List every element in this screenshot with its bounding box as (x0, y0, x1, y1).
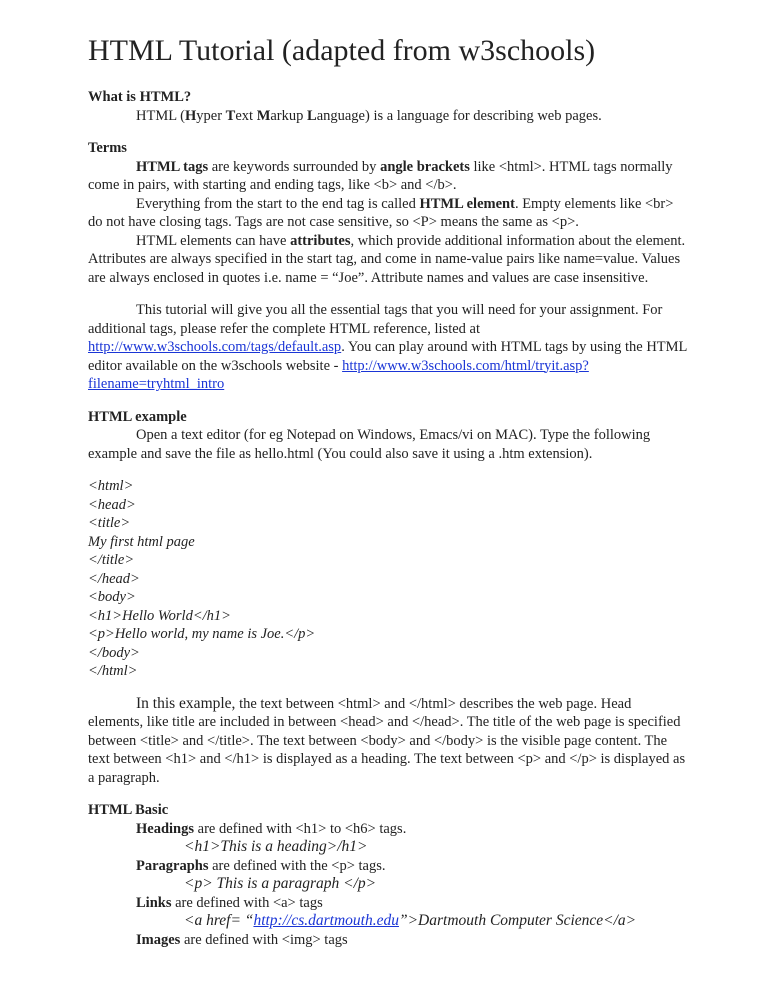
code-line: <head> (88, 496, 136, 513)
terms-paragraph-4: This tutorial will give you all the essential tags that you will need for your assignment. For additional tags, please refer the complete HTML reference, listed at http://www.w3schools.com/tags/default.asp. You can play around with HTML tags by using the HTML editor available on the w3schools website - http://www.w3schools.com/html/tryit.asp?filename=tryhtml_intro (88, 302, 687, 392)
basic-links-example: <a href= “http://cs.dartmouth.edu”>Dartmouth Computer Science</a> (184, 912, 637, 929)
section-heading-what: What is HTML? (88, 89, 192, 105)
code-line: My first html page (88, 533, 195, 550)
w3schools-reference-link[interactable]: http://www.w3schools.com/tags/default.asp (88, 339, 342, 355)
what-paragraph: HTML (Hyper Text Markup Language) is a language for describing web pages. (136, 107, 602, 124)
code-line: </body> (88, 644, 140, 661)
basic-paragraphs-example: <p> This is a paragraph </p> (184, 875, 377, 892)
basic-images: Images are defined with <img> tags (136, 931, 348, 948)
document-content (88, 34, 688, 949)
section-heading-terms: Terms (88, 140, 127, 156)
basic-headings: Headings are defined with <h1> to <h6> tags. (136, 820, 407, 837)
section-heading-basic: HTML Basic (88, 802, 169, 818)
code-line: </head> (88, 570, 140, 587)
example-intro: Open a text editor (for eg Notepad on Windows, Emacs/vi on MAC). Type the following example and save the file as hello.html (You could also save it using a .htm extension). (88, 427, 651, 462)
code-line: <title> (88, 515, 131, 531)
basic-paragraphs: Paragraphs are defined with the <p> tags. (136, 857, 386, 874)
terms-paragraph-1: HTML tags are keywords surrounded by angle brackets like <html>. HTML tags normally come in pairs, with starting and ending tags, like <b> and </b>. (88, 158, 673, 193)
terms-paragraph-3: HTML elements can have attributes, which provide additional information about the element. Attributes are always specified in the start tag, and come in name-value pairs like name=value. Values are always enclosed in quotes i.e. name = “Joe”. Attribute names and values are case insensitive. (88, 232, 686, 286)
dartmouth-link[interactable]: http://cs.dartmouth.edu (253, 912, 399, 929)
code-line: </title> (88, 552, 135, 568)
w3schools-tryit-link[interactable]: http://www.w3schools.com/html/tryit.asp?filename=tryhtml_intro (88, 357, 589, 392)
code-line: <html> (88, 478, 134, 494)
code-line: <body> (88, 589, 136, 605)
example-explanation: In this example, the text between <html> and </html> describes the web page. Head elements, like title are included in between <head> and </head>. The title of the web page is specified between <title> and </title>. The text between <body> and </body> is the visible page content. The text between <h1> and </h1> is displayed as a heading. The text between <p> and </p> is displayed as a paragraph. (88, 694, 686, 786)
code-line: <h1>Hello World</h1> (88, 607, 231, 624)
section-heading-example: HTML example (88, 408, 187, 425)
basic-links: Links are defined with <a> tags (136, 894, 323, 911)
page-title: HTML Tutorial (adapted from w3schools) (88, 34, 596, 67)
code-line: <p>Hello world, my name is Joe.</p> (88, 626, 316, 642)
code-example (88, 477, 688, 681)
basic-headings-example: <h1>This is a heading>/h1> (184, 838, 368, 855)
code-line: </html> (88, 663, 138, 679)
terms-paragraph-2: Everything from the start to the end tag is called HTML element. Empty elements like <br> do not have closing tags. Tags are not case sensitive, so <P> means the same as <p>. (88, 195, 674, 230)
